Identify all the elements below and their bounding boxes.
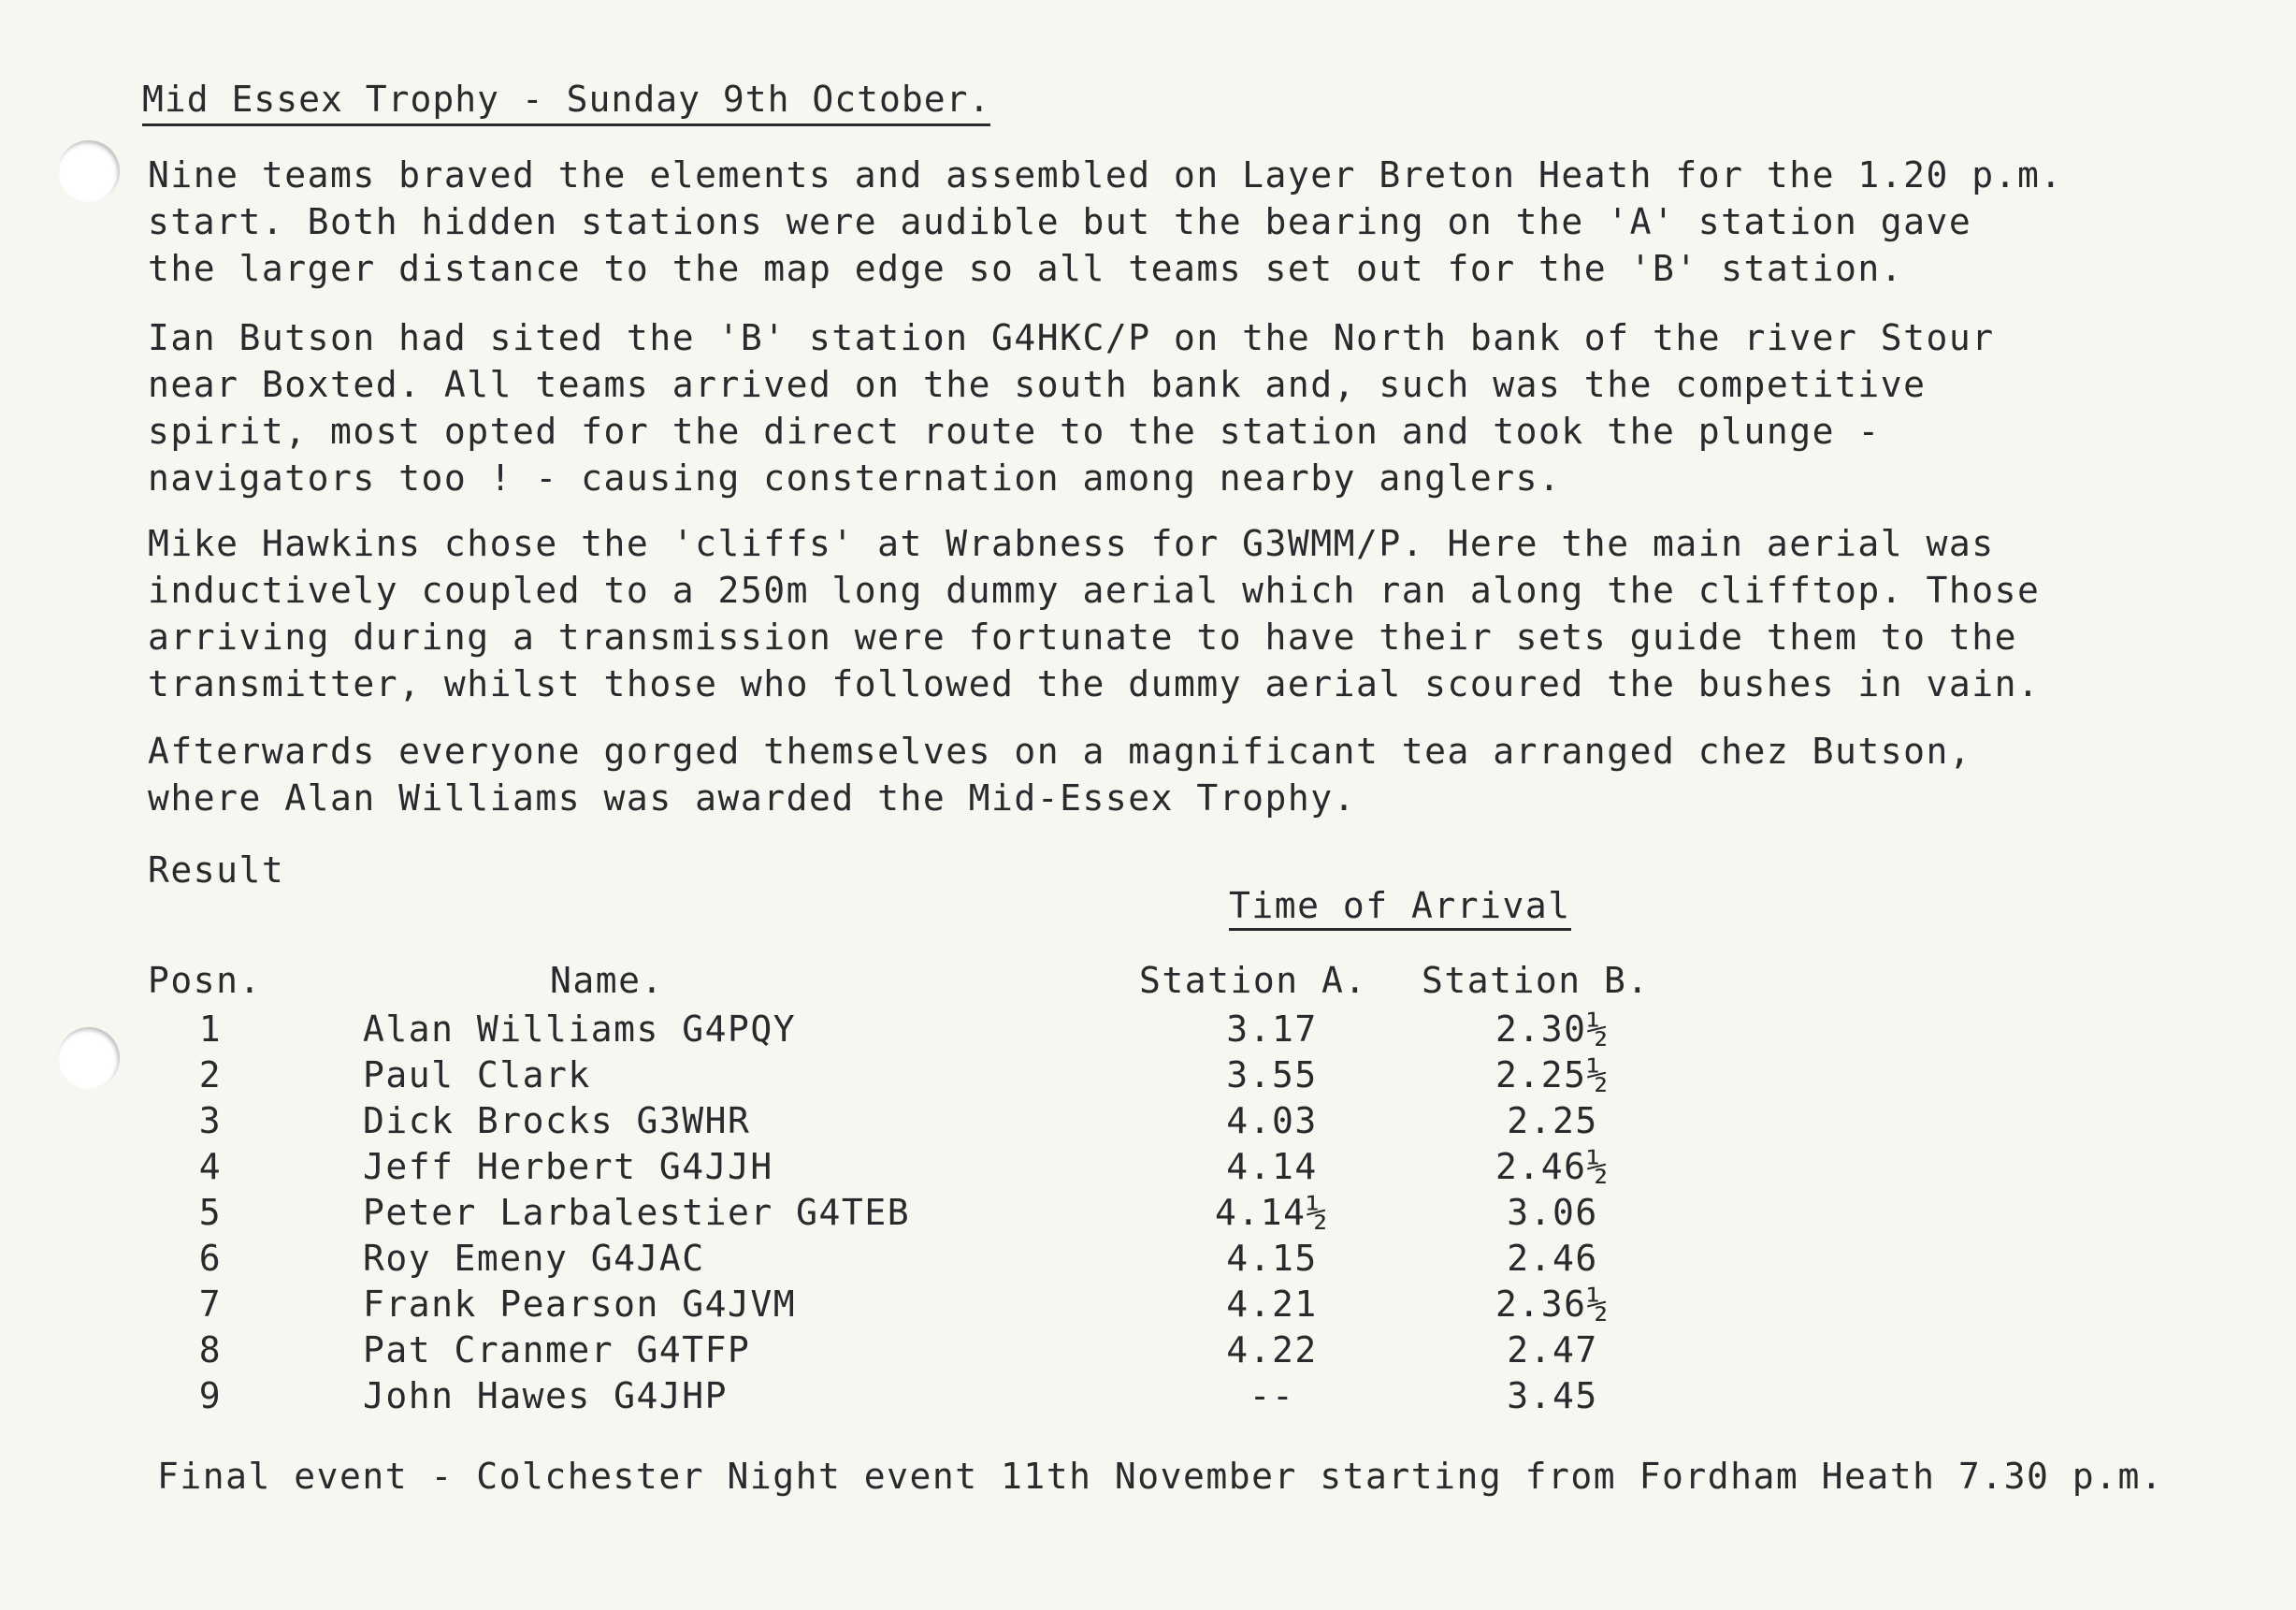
page-title: Mid Essex Trophy - Sunday 9th October. (142, 79, 990, 126)
final-event-note: Final event - Colchester Night event 11th November starting from Fordham Heath 7.30 p.m. (157, 1456, 2164, 1497)
punch-hole-top (58, 140, 120, 202)
header-station-b: Station B. (1422, 960, 1650, 1001)
table-row (0, 1329, 2296, 1375)
header-station-a: Station A. (1139, 960, 1367, 1001)
table-row (0, 1284, 2296, 1329)
posn-cell: 8 (198, 1329, 223, 1371)
header-name: Name. (550, 960, 664, 1001)
posn-cell: 4 (198, 1146, 223, 1187)
station-b-cell: 2.25½ (1495, 1054, 1610, 1095)
station-b-cell: 2.47 (1507, 1329, 1598, 1371)
table-row (0, 1054, 2296, 1100)
paragraph-4: Afterwards everyone gorged themselves on a magnificant tea arranged chez Butson, where Alan Williams was awarded the Mid-Essex Trophy. (148, 731, 1972, 819)
name-cell: Dick Brocks G3WHR (363, 1100, 751, 1141)
header-posn: Posn. (148, 960, 262, 1001)
station-b-cell: 2.25 (1507, 1100, 1598, 1141)
result-label: Result (148, 849, 285, 891)
station-a-cell: 4.15 (1226, 1238, 1318, 1279)
name-cell: Jeff Herbert G4JJH (363, 1146, 773, 1187)
posn-cell: 9 (198, 1375, 223, 1416)
paragraph-1: Nine teams braved the elements and assembled on Layer Breton Heath for the 1.20 p.m. start. Both hidden stations were audible but the bearing on the 'A' station gave the larger distance to the map edge so all teams set out for the 'B' station. (148, 154, 2063, 289)
paragraph-3: Mike Hawkins chose the 'cliffs' at Wrabness for G3WMM/P. Here the main aerial was inductively coupled to a 250m long dummy aerial which ran along the clifftop. Those arriving during a transmission were fortunate to have their sets guide them to the transmitter, whilst those who followed the dummy aerial scoured the bushes in vain. (148, 523, 2041, 704)
name-cell: Frank Pearson G4JVM (363, 1284, 797, 1325)
station-b-cell: 2.46½ (1495, 1146, 1610, 1187)
station-a-cell: 3.55 (1226, 1054, 1318, 1095)
posn-cell: 6 (198, 1238, 223, 1279)
station-b-cell: 3.06 (1507, 1192, 1598, 1233)
station-b-cell: 2.30½ (1495, 1008, 1610, 1050)
table-row (0, 1192, 2296, 1238)
station-a-cell: 4.14½ (1215, 1192, 1329, 1233)
table-row (0, 1375, 2296, 1421)
station-a-cell: 4.03 (1226, 1100, 1318, 1141)
results-table (0, 1008, 2296, 1421)
posn-cell: 3 (198, 1100, 223, 1141)
posn-cell: 7 (198, 1284, 223, 1325)
name-cell: John Hawes G4JHP (363, 1375, 729, 1416)
station-a-cell: 4.22 (1226, 1329, 1318, 1371)
table-row (0, 1238, 2296, 1284)
name-cell: Paul Clark (363, 1054, 591, 1095)
posn-cell: 5 (198, 1192, 223, 1233)
name-cell: Roy Emeny G4JAC (363, 1238, 705, 1279)
table-row (0, 1146, 2296, 1192)
station-a-cell: 4.21 (1226, 1284, 1318, 1325)
name-cell: Alan Williams G4PQY (363, 1008, 797, 1050)
time-of-arrival-heading: Time of Arrival (1229, 885, 1571, 931)
station-a-cell: 4.14 (1226, 1146, 1318, 1187)
paragraph-2: Ian Butson had sited the 'B' station G4HKC/P on the North bank of the river Stour near Boxted. All teams arrived on the south bank and, such was the competitive spirit, most opted for the direct route to the station and took the plunge - navigators too ! - causing consternation among nearby anglers. (148, 317, 1995, 499)
table-row (0, 1008, 2296, 1054)
posn-cell: 1 (198, 1008, 223, 1050)
name-cell: Peter Larbalestier G4TEB (363, 1192, 911, 1233)
station-b-cell: 3.45 (1507, 1375, 1598, 1416)
table-row (0, 1100, 2296, 1146)
station-b-cell: 2.36½ (1495, 1284, 1610, 1325)
station-a-cell: 3.17 (1226, 1008, 1318, 1050)
name-cell: Pat Cranmer G4TFP (363, 1329, 751, 1371)
posn-cell: 2 (198, 1054, 223, 1095)
station-a-cell: -- (1249, 1375, 1295, 1416)
station-b-cell: 2.46 (1507, 1238, 1598, 1279)
